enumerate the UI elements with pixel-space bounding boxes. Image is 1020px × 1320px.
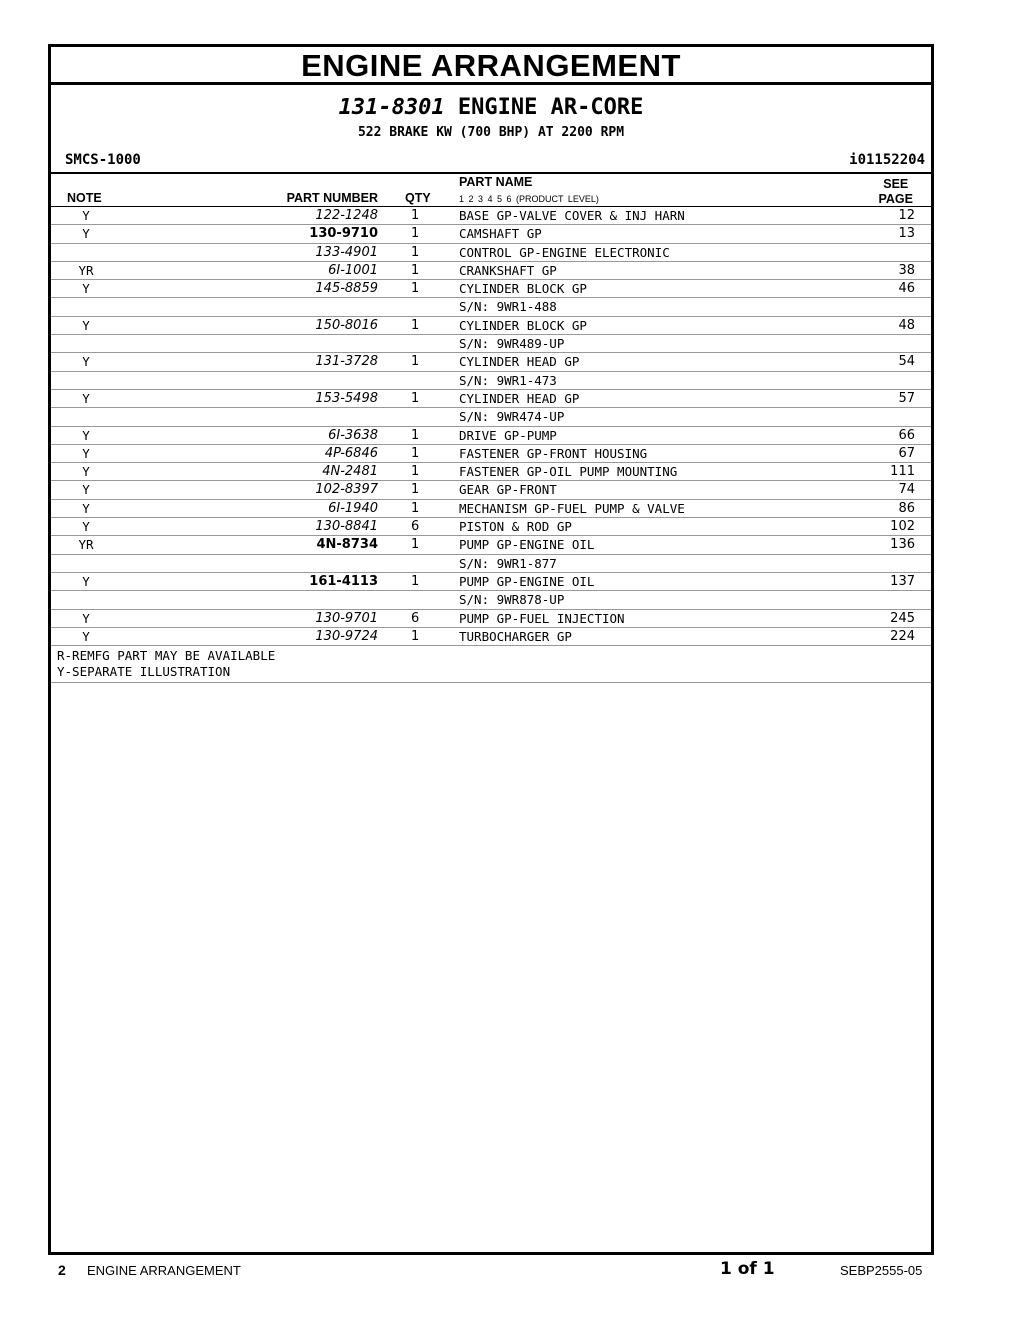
- footer-page-number: 2: [58, 1262, 66, 1278]
- footer-page-of: 1 of 1: [720, 1259, 775, 1279]
- row-qty: 6: [411, 610, 420, 626]
- table-row: [51, 317, 931, 335]
- row-part-number: 130-9724: [315, 628, 378, 644]
- table-row: [51, 518, 931, 536]
- table-row: [51, 244, 931, 262]
- row-see-page: 46: [898, 281, 915, 297]
- row-part-number: 145-8859: [315, 281, 378, 297]
- row-see-page: 136: [890, 537, 915, 553]
- row-part-name: MECHANISM GP-FUEL PUMP & VALVE: [459, 500, 685, 516]
- row-qty: 1: [411, 244, 420, 260]
- row-qty: 1: [411, 281, 420, 297]
- header-product-level: 1 2 3 4 5 6 (PRODUCT LEVEL): [459, 194, 599, 204]
- row-qty: 1: [411, 628, 420, 644]
- row-part-name: CYLINDER BLOCK GP: [459, 281, 587, 297]
- illustration-id: i01152204: [849, 152, 925, 168]
- table-row: [51, 427, 931, 445]
- row-part-number: 6I-3638: [328, 427, 378, 443]
- row-part-number: 150-8016: [315, 317, 378, 333]
- row-note: Y: [82, 628, 90, 644]
- row-part-number: 4N-8734: [316, 537, 378, 553]
- table-row: [51, 390, 931, 408]
- row-see-page: 48: [898, 317, 915, 333]
- row-see-page: 13: [898, 226, 915, 242]
- row-qty: 1: [411, 537, 420, 553]
- row-note: YR: [78, 262, 94, 278]
- row-part-number: 130-8841: [315, 519, 378, 535]
- smcs-row: [51, 150, 931, 174]
- row-part-name: S/N: 9WR878-UP: [459, 592, 565, 608]
- row-part-number: 131-3728: [315, 354, 378, 370]
- row-qty: 6: [411, 519, 420, 535]
- row-part-name: CRANKSHAFT GP: [459, 262, 557, 278]
- footer-doc-id: SEBP2555-05: [840, 1263, 923, 1278]
- row-see-page: 12: [898, 208, 915, 223]
- row-part-name: PUMP GP-FUEL INJECTION: [459, 610, 625, 626]
- row-part-number: 4P-6846: [324, 445, 378, 461]
- row-part-number: 122-1248: [315, 208, 378, 223]
- row-part-name: CYLINDER BLOCK GP: [459, 317, 587, 333]
- header-qty: QTY: [405, 191, 431, 205]
- row-see-page: 57: [898, 390, 915, 406]
- table-row: [51, 280, 931, 298]
- row-note: Y: [82, 390, 90, 406]
- row-part-name: GEAR GP-FRONT: [459, 482, 557, 498]
- row-note: Y: [82, 482, 90, 498]
- row-part-name: PISTON & ROD GP: [459, 519, 572, 535]
- row-see-page: 102: [890, 519, 915, 535]
- row-qty: 1: [411, 573, 420, 589]
- row-part-number: 153-5498: [315, 390, 378, 406]
- header-see: SEE: [883, 177, 909, 191]
- row-qty: 1: [411, 427, 420, 443]
- table-row: [51, 335, 931, 353]
- row-qty: 1: [411, 482, 420, 498]
- parts-table-body: [51, 207, 931, 646]
- row-see-page: 74: [898, 482, 915, 498]
- legend-item: R-REMFG PART MAY BE AVAILABLE: [57, 648, 276, 664]
- row-part-number: 133-4901: [315, 244, 378, 260]
- row-qty: 1: [411, 445, 420, 461]
- row-qty: 1: [411, 208, 420, 223]
- table-row: [51, 225, 931, 243]
- table-row: [51, 262, 931, 280]
- engine-rating: 522 BRAKE KW (700 BHP) AT 2200 RPM: [357, 125, 625, 140]
- row-part-name: S/N: 9WR1-488: [459, 299, 557, 315]
- row-part-name: CONTROL GP-ENGINE ELECTRONIC: [459, 244, 670, 260]
- row-part-name: CYLINDER HEAD GP: [459, 390, 580, 406]
- row-see-page: 38: [898, 262, 915, 278]
- row-part-name: S/N: 9WR474-UP: [459, 409, 565, 425]
- row-qty: 1: [411, 500, 420, 516]
- row-part-name: BASE GP-VALVE COVER & INJ HARN: [459, 208, 685, 223]
- table-row: [51, 445, 931, 463]
- table-row: [51, 628, 931, 646]
- table-row: [51, 298, 931, 316]
- row-note: Y: [82, 226, 90, 242]
- row-note: Y: [82, 500, 90, 516]
- row-qty: 1: [411, 464, 420, 480]
- part-heading: [51, 95, 931, 121]
- row-note: Y: [82, 573, 90, 589]
- row-note: Y: [82, 519, 90, 535]
- row-part-number: 6I-1940: [328, 500, 378, 516]
- row-part-name: CYLINDER HEAD GP: [459, 354, 580, 370]
- row-qty: 1: [411, 317, 420, 333]
- table-row: [51, 555, 931, 573]
- row-note: Y: [82, 208, 90, 223]
- row-part-name: S/N: 9WR1-473: [459, 372, 557, 388]
- heading-part-number: 131-8301: [338, 95, 445, 120]
- table-row: [51, 610, 931, 628]
- row-see-page: 54: [898, 354, 915, 370]
- header-part-number: PART NUMBER: [286, 191, 378, 205]
- row-part-name: DRIVE GP-PUMP: [459, 427, 557, 443]
- row-part-name: S/N: 9WR1-877: [459, 555, 557, 571]
- row-qty: 1: [411, 354, 420, 370]
- header-note: NOTE: [67, 191, 102, 205]
- table-row: [51, 463, 931, 481]
- row-part-name: CAMSHAFT GP: [459, 226, 542, 242]
- row-note: Y: [82, 427, 90, 443]
- row-part-name: PUMP GP-ENGINE OIL: [459, 537, 595, 553]
- row-part-name: FASTENER GP-OIL PUMP MOUNTING: [459, 464, 678, 480]
- row-see-page: 66: [898, 427, 915, 443]
- row-part-number: 6I-1001: [328, 262, 378, 278]
- row-see-page: 86: [898, 500, 915, 516]
- table-row: [51, 372, 931, 390]
- header-page: PAGE: [878, 192, 913, 206]
- row-note: Y: [82, 281, 90, 297]
- row-part-number: 161-4113: [309, 573, 378, 589]
- table-row: [51, 353, 931, 371]
- row-part-name: TURBOCHARGER GP: [459, 628, 572, 644]
- row-part-name: PUMP GP-ENGINE OIL: [459, 573, 595, 589]
- table-header: [51, 174, 931, 207]
- header-part-name: PART NAME: [459, 175, 533, 189]
- row-note: Y: [82, 610, 90, 626]
- row-note: Y: [82, 317, 90, 333]
- smcs-code: SMCS-1000: [65, 152, 141, 168]
- table-row: [51, 536, 931, 554]
- table-row: [51, 207, 931, 225]
- row-see-page: 111: [890, 464, 915, 480]
- row-see-page: 245: [890, 610, 915, 626]
- row-part-number: 4N-2481: [322, 464, 378, 480]
- row-part-name: S/N: 9WR489-UP: [459, 336, 565, 352]
- row-note: Y: [82, 445, 90, 461]
- row-qty: 1: [411, 390, 420, 406]
- row-note: Y: [82, 354, 90, 370]
- table-row: [51, 500, 931, 518]
- row-part-name: FASTENER GP-FRONT HOUSING: [459, 445, 648, 461]
- page-footer: [0, 1259, 1020, 1282]
- row-qty: 1: [411, 226, 420, 242]
- row-note: YR: [78, 537, 94, 553]
- row-see-page: 224: [890, 628, 915, 644]
- table-row: [51, 573, 931, 591]
- row-note: Y: [82, 464, 90, 480]
- row-see-page: 67: [898, 445, 915, 461]
- table-row: [51, 408, 931, 426]
- page-title: ENGINE ARRANGEMENT: [51, 47, 931, 85]
- row-qty: 1: [411, 262, 420, 278]
- legend: [51, 646, 931, 683]
- row-part-number: 130-9701: [315, 610, 378, 626]
- document-frame: [48, 44, 934, 1255]
- legend-item: Y-SEPARATE ILLUSTRATION: [57, 664, 231, 680]
- header-see-page: [879, 177, 914, 207]
- row-part-number: 102-8397: [315, 482, 378, 498]
- row-part-number: 130-9710: [309, 226, 378, 242]
- footer-section: ENGINE ARRANGEMENT: [87, 1263, 241, 1278]
- row-see-page: 137: [890, 573, 915, 589]
- table-row: [51, 591, 931, 609]
- heading-part-title: ENGINE AR-CORE: [457, 95, 644, 120]
- table-row: [51, 481, 931, 499]
